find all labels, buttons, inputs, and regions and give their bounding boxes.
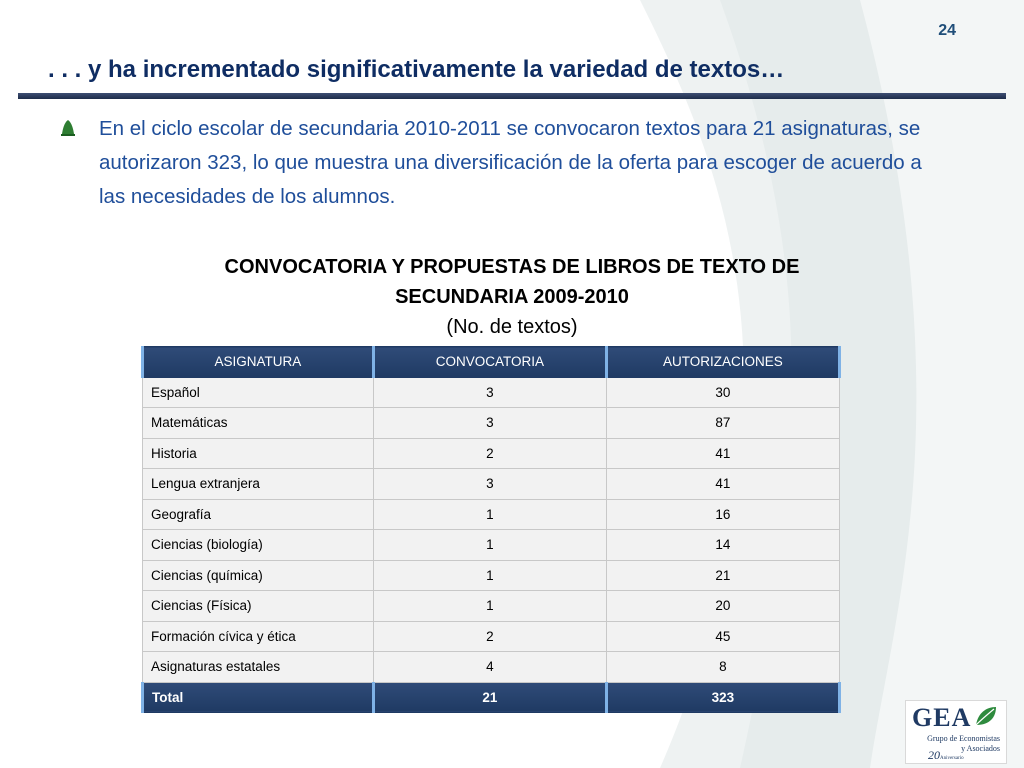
subject-cell: Lengua extranjera [143, 469, 374, 500]
bell-bullet-icon [60, 119, 76, 137]
gea-logo [905, 700, 1007, 764]
subject-cell: Matemáticas [143, 408, 374, 439]
column-header: ASIGNATURA [143, 347, 374, 378]
table-row [143, 438, 840, 469]
slide-title: . . . y ha incrementado significativamente la variedad de textos… [48, 56, 785, 83]
total-autorizaciones-cell: 323 [606, 682, 839, 713]
convocatoria-cell: 2 [373, 438, 606, 469]
autorizaciones-cell: 41 [606, 438, 839, 469]
logo-line2: y Asociados [961, 744, 1000, 753]
convocatoria-cell: 1 [373, 499, 606, 530]
table-row [143, 469, 840, 500]
total-convocatoria-cell: 21 [373, 682, 606, 713]
logo-years: 20 [928, 748, 940, 762]
autorizaciones-cell: 14 [606, 530, 839, 561]
bullet-point [60, 112, 940, 214]
column-header: CONVOCATORIA [373, 347, 606, 378]
table-row [143, 530, 840, 561]
autorizaciones-cell: 30 [606, 377, 839, 408]
autorizaciones-cell: 87 [606, 408, 839, 439]
subject-cell: Ciencias (química) [143, 560, 374, 591]
table-heading-line1: CONVOCATORIA Y PROPUESTAS DE LIBROS DE TEXTO DE [224, 256, 800, 278]
leaf-icon [974, 705, 998, 727]
table-heading-subtitle: (No. de textos) [446, 316, 578, 338]
convocatoria-cell: 1 [373, 560, 606, 591]
title-divider [18, 93, 1006, 99]
convocatoria-cell: 4 [373, 652, 606, 683]
subject-cell: Ciencias (Física) [143, 591, 374, 622]
autorizaciones-cell: 45 [606, 621, 839, 652]
table-row [143, 377, 840, 408]
table-header-row [143, 347, 840, 378]
subject-cell: Geografía [143, 499, 374, 530]
table-heading [0, 252, 1024, 342]
autorizaciones-cell: 16 [606, 499, 839, 530]
convocatoria-cell: 2 [373, 621, 606, 652]
subject-cell: Español [143, 377, 374, 408]
table-row [143, 621, 840, 652]
subject-cell: Ciencias (biología) [143, 530, 374, 561]
table-row [143, 591, 840, 622]
subject-cell: Formación cívica y ética [143, 621, 374, 652]
autorizaciones-cell: 21 [606, 560, 839, 591]
convocatoria-cell: 3 [373, 377, 606, 408]
total-label-cell: Total [143, 682, 374, 713]
logo-years-label: Aniversario [940, 756, 964, 761]
autorizaciones-cell: 8 [606, 652, 839, 683]
table-row [143, 560, 840, 591]
table-row [143, 499, 840, 530]
bullet-text: En el ciclo escolar de secundaria 2010-2011 se convocaron textos para 21 asignaturas, se autorizaron 323, lo que muestra una diversificación de la oferta para escoger de acuerdo a las necesidades de los alumnos. [99, 117, 922, 208]
subject-cell: Asignaturas estatales [143, 652, 374, 683]
table-row [143, 652, 840, 683]
autorizaciones-cell: 20 [606, 591, 839, 622]
autorizaciones-cell: 41 [606, 469, 839, 500]
convocatoria-cell: 1 [373, 591, 606, 622]
textbooks-table [141, 346, 841, 713]
logo-line1: Grupo de Economistas [927, 734, 1000, 743]
convocatoria-cell: 3 [373, 408, 606, 439]
table-heading-line2: SECUNDARIA 2009-2010 [395, 286, 629, 308]
convocatoria-cell: 1 [373, 530, 606, 561]
convocatoria-cell: 3 [373, 469, 606, 500]
table-total-row [143, 682, 840, 713]
column-header: AUTORIZACIONES [606, 347, 839, 378]
table-row [143, 408, 840, 439]
logo-mark: GEA [912, 703, 972, 732]
page-number: 24 [938, 22, 956, 39]
subject-cell: Historia [143, 438, 374, 469]
